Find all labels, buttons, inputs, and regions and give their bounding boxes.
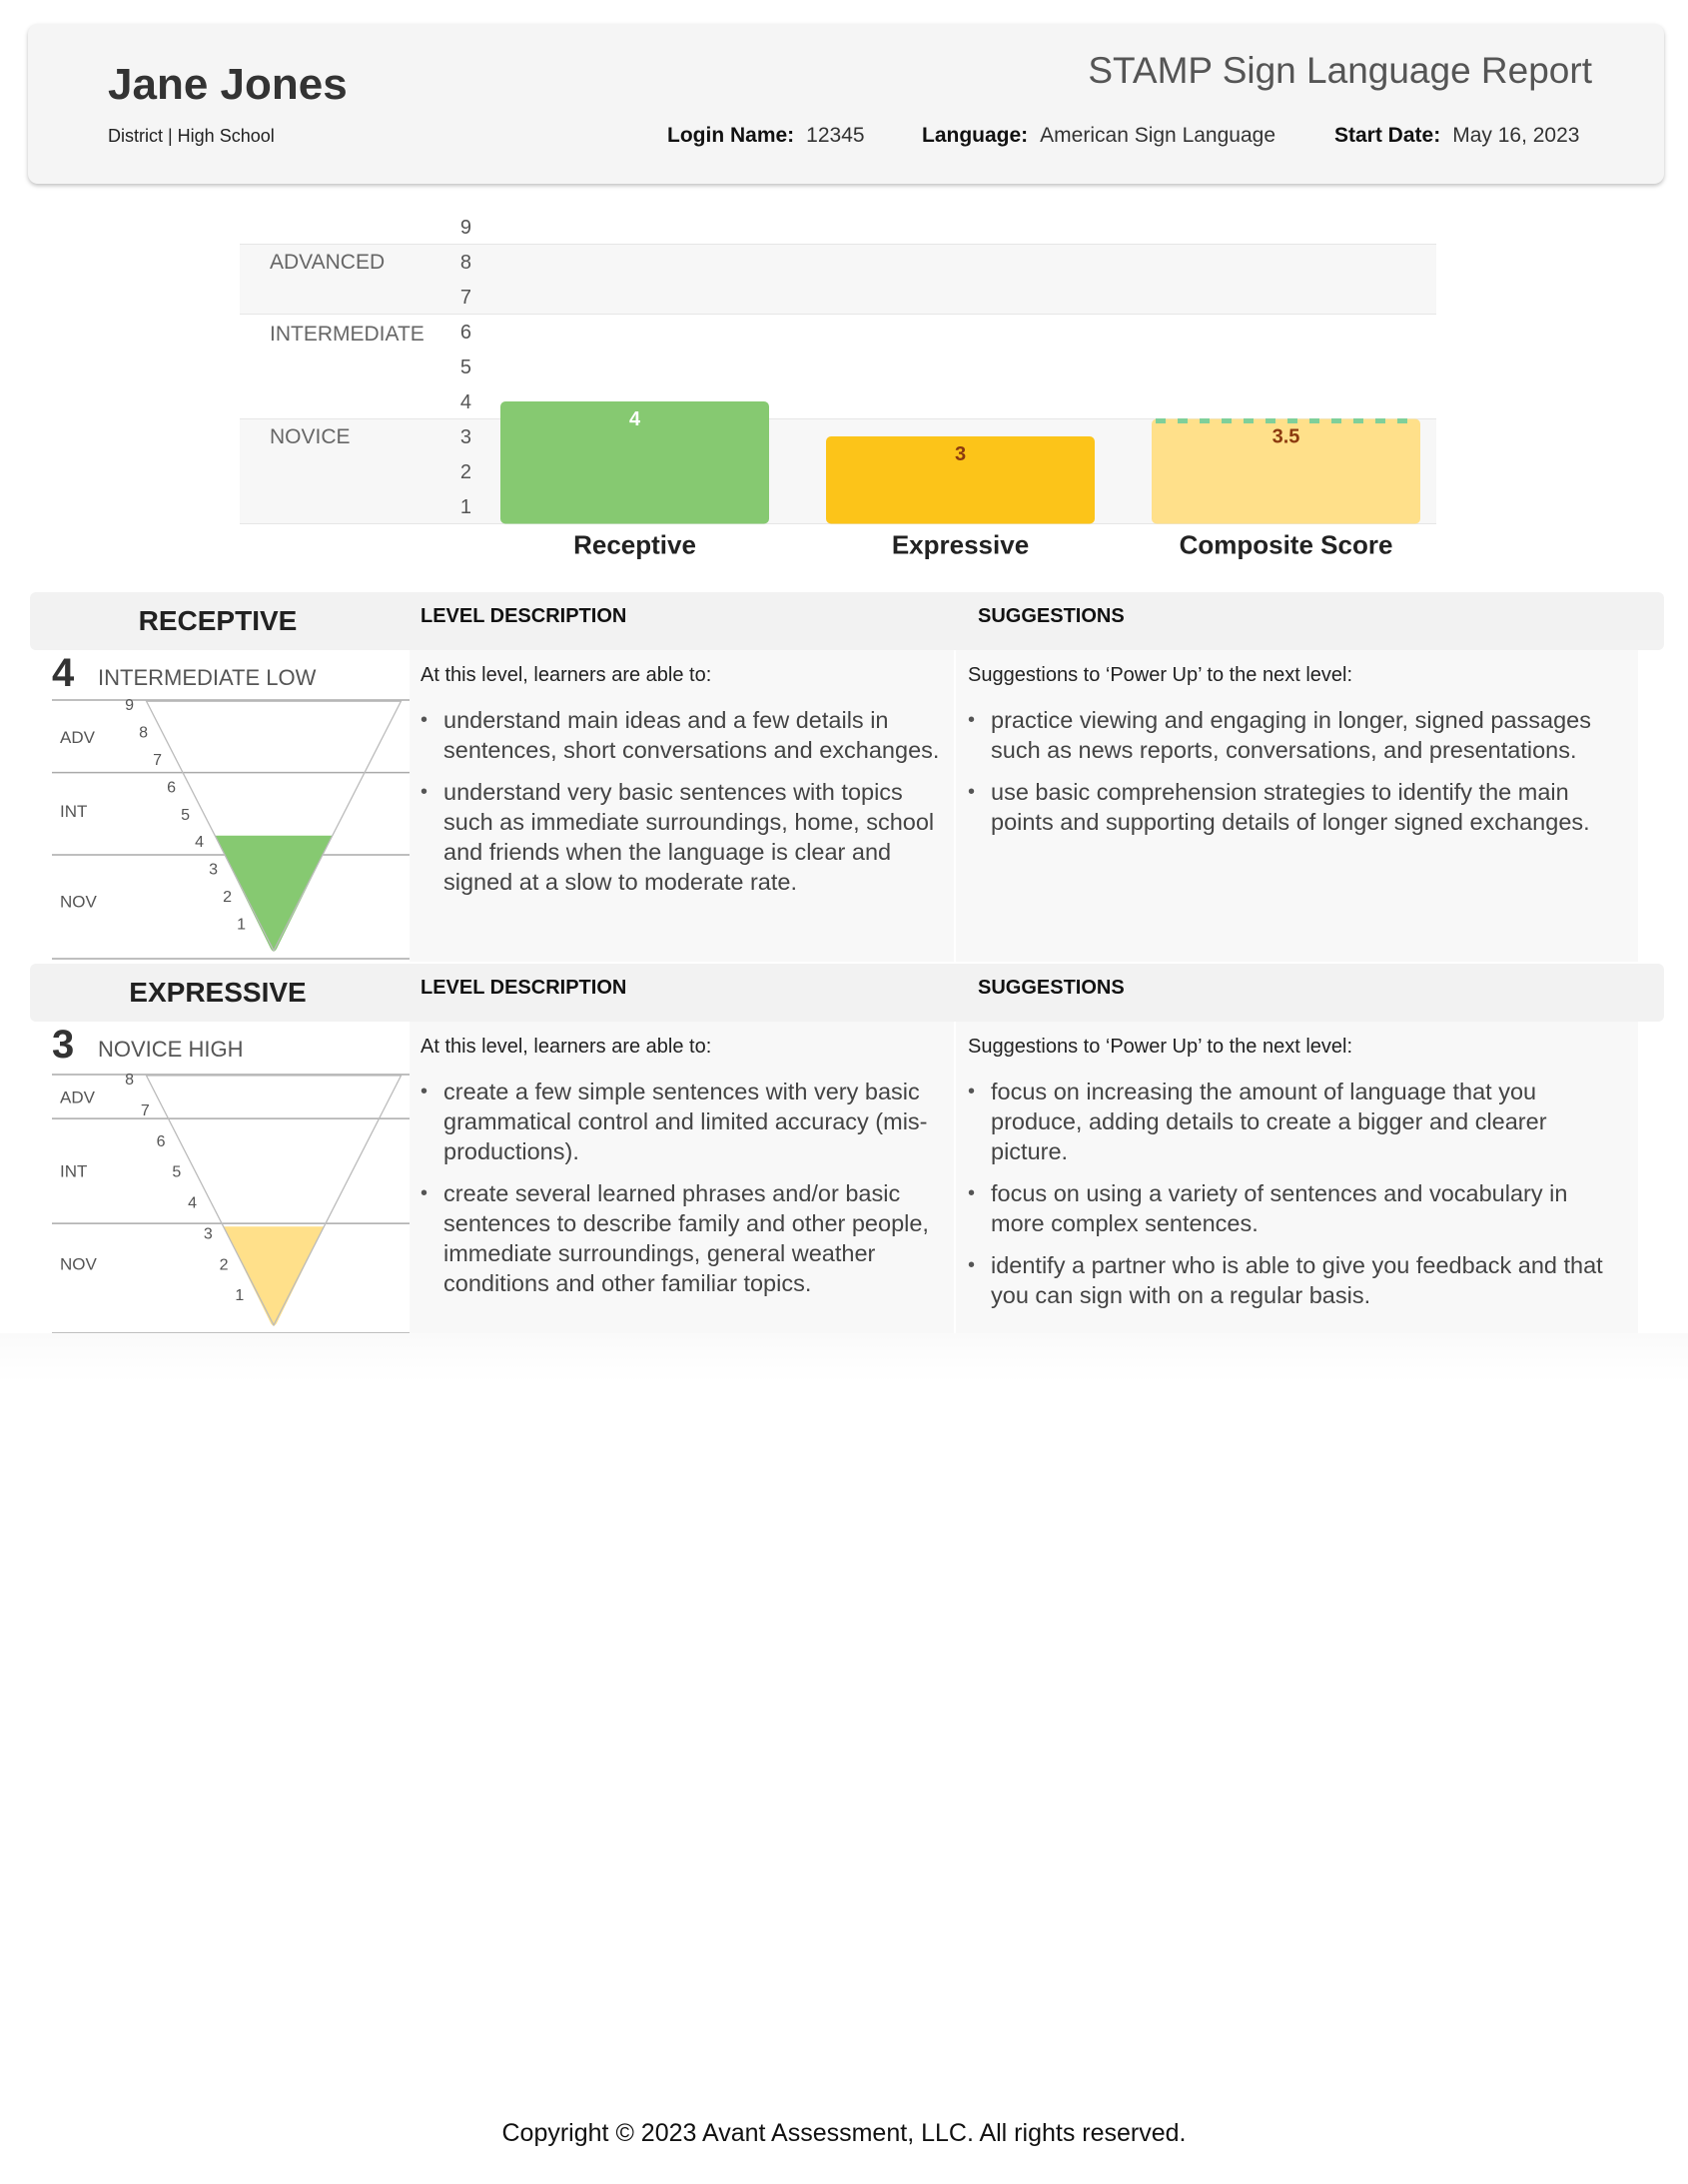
y-tick-label: 4 [459,391,471,413]
receptive-level-gauge [52,699,412,964]
receptive-description-intro: At this level, learners are able to: [421,664,712,686]
gauge-tick-label: 4 [195,834,204,852]
start-date-label: Start Date: [1334,124,1441,147]
gauge-band-label: NOV [60,1254,97,1274]
gauge-tick-label: 5 [172,1163,182,1181]
y-tick-label: 1 [459,496,471,518]
expressive-section-title: EXPRESSIVE [129,977,307,1008]
expressive-level-name: NOVICE HIGH [98,1037,244,1062]
list-item: • practice viewing and engaging in longer, signed passages such as news reports, conversations, and presentations. [968,705,1627,765]
y-tick-label: 7 [459,287,471,309]
receptive-suggestions-list [968,705,1627,849]
list-item: • understand very basic sentences with topics such as immediate surroundings, home, school and friends when the language is clear and signed at a slow to moderate rate. [421,777,940,897]
expressive-description-heading: LEVEL DESCRIPTION [421,977,627,999]
y-tick-label: 3 [459,426,471,448]
bar-value-label: 3.5 [1271,425,1300,448]
bar-category-label: Composite Score [1179,529,1393,560]
gauge-tick-label: 2 [223,889,232,907]
y-tick-label: 6 [459,322,471,344]
list-item: • create several learned phrases and/or basic sentences to describe family and other people, immediate surroundings, general weather conditions and other familiar topics. [421,1178,940,1298]
gauge-band-label: INT [60,1161,88,1181]
receptive-section-title: RECEPTIVE [138,605,298,636]
expressive-suggestions-heading: SUGGESTIONS [978,977,1125,999]
y-tick-label: 2 [459,461,471,483]
band-advanced-bg [240,245,1436,315]
student-name: Jane Jones [108,60,348,109]
y-tick-label: 9 [459,217,471,239]
receptive-level-name: INTERMEDIATE LOW [98,665,317,690]
y-tick-label: 8 [459,252,471,274]
expressive-level-number: 3 [52,1023,75,1067]
list-item: • identify a partner who is able to give you feedback and that you can sign with on a regular basis. [968,1250,1627,1310]
gauge-tick-label: 5 [181,806,190,824]
list-item: • focus on using a variety of sentences and vocabulary in more complex sentences. [968,1178,1627,1238]
language-label: Language: [922,124,1029,147]
report-header [28,24,1664,184]
band-label: ADVANCED [270,251,386,274]
bar-category-label: Receptive [573,529,696,560]
page-fade [0,1333,1688,1383]
list-item: • use basic comprehension strategies to identify the main points and supporting details of longer signed exchanges. [968,777,1627,837]
gauge-tick-label: 6 [167,779,176,797]
y-tick-label: 5 [459,357,471,378]
gauge-fill [215,836,333,952]
gauge-band-label: INT [60,802,88,822]
bar-value-label: 4 [628,408,641,430]
login-label: Login Name: [667,124,795,147]
gauge-tick-label: 3 [209,861,218,879]
gauge-tick-label: 1 [235,1287,245,1305]
start-date-value: May 16, 2023 [1452,124,1580,147]
list-item: • create a few simple sentences with very basic grammatical control and limited accuracy (mis-productions). [421,1077,940,1166]
bar-category-label: Expressive [891,529,1030,560]
expressive-suggestions-list [968,1077,1627,1322]
gauge-tick-label: 9 [125,699,134,714]
login-value: 12345 [806,124,865,147]
gauge-tick-label: 6 [156,1132,166,1150]
report-title: STAMP Sign Language Report [1088,50,1592,91]
expressive-description-list [421,1077,940,1310]
start-date-info [1334,124,1579,148]
receptive-description-list [421,705,940,909]
gauge-tick-label: 7 [140,1101,150,1119]
language-value: American Sign Language [1040,124,1276,147]
gauge-tick-label: 8 [125,1074,134,1089]
receptive-suggestions-intro: Suggestions to ‘Power Up’ to the next level: [968,664,1353,686]
gauge-band-label: ADV [60,727,95,747]
expressive-suggestions-intro: Suggestions to ‘Power Up’ to the next level: [968,1036,1353,1058]
gauge-band-label: NOV [60,892,97,912]
district-school: District | High School [108,126,275,146]
expressive-description-intro: At this level, learners are able to: [421,1036,712,1058]
gauge-fill [224,1226,325,1325]
band-label: NOVICE [270,425,351,448]
language-info [922,124,1275,148]
expressive-level-gauge [52,1074,412,1338]
bar-value-label: 3 [954,443,967,465]
gauge-tick-label: 3 [203,1225,213,1243]
receptive-description-heading: LEVEL DESCRIPTION [421,605,627,627]
band-label: INTERMEDIATE [270,322,424,346]
list-item: • focus on increasing the amount of language that you produce, adding details to create a bigger and clearer picture. [968,1077,1627,1166]
receptive-suggestions-heading: SUGGESTIONS [978,605,1125,627]
receptive-level-number: 4 [52,651,75,695]
gauge-tick-label: 7 [153,751,162,769]
copyright-footer: Copyright © 2023 Avant Assessment, LLC. All rights reserved. [501,2119,1187,2147]
login-info [667,124,865,148]
gauge-tick-label: 1 [237,916,246,934]
gauge-tick-label: 8 [139,724,148,742]
score-bar-chart [0,200,1688,569]
gauge-band-label: ADV [60,1088,95,1107]
gauge-tick-label: 2 [219,1256,229,1274]
gauge-tick-label: 4 [188,1194,197,1212]
list-item: • understand main ideas and a few details in sentences, short conversations and exchanges. [421,705,940,765]
